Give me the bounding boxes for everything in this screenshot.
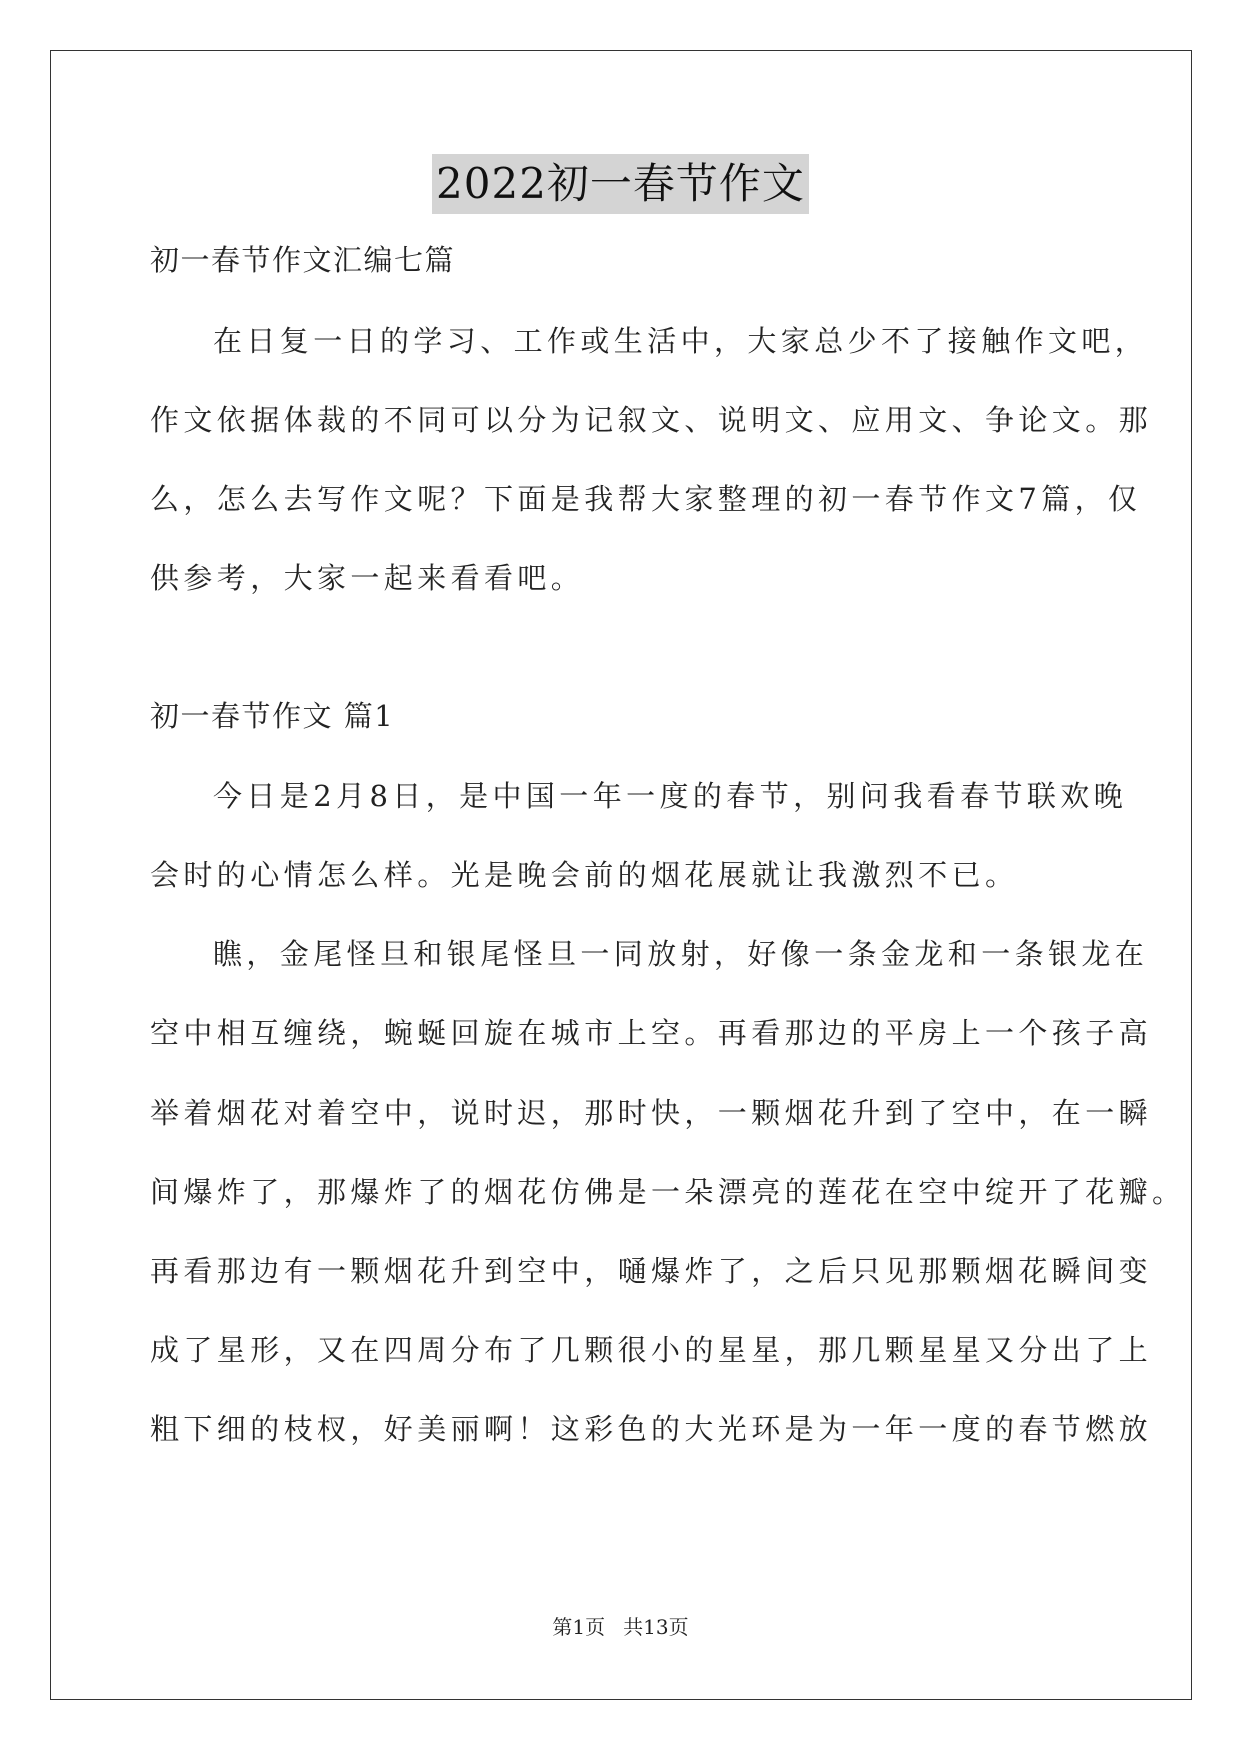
intro-line: 作文依据体裁的不同可以分为记叙文、说明文、应用文、争论文。那 — [150, 403, 1153, 437]
paragraph-line: 间爆炸了，那爆炸了的烟花仿佛是一朵漂亮的莲花在空中绽开了花瓣。 — [150, 1175, 1186, 1209]
intro-line: 么，怎么去写作文呢？下面是我帮大家整理的初一春节作文7篇，仅 — [150, 482, 1142, 516]
paragraph-line: 会时的心情怎么样。光是晚会前的烟花展就让我激烈不已。 — [150, 858, 1019, 892]
page-footer — [0, 1614, 1241, 1640]
paragraph-line: 粗下细的枝杈，好美丽啊！这彩色的大光环是为一年一度的春节燃放 — [150, 1412, 1153, 1446]
title-container — [0, 154, 1241, 214]
document-subtitle: 初一春节作文汇编七篇 — [150, 243, 456, 277]
paragraph-line: 成了星形，又在四周分布了几颗很小的星星，那几颗星星又分出了上 — [150, 1333, 1153, 1367]
page-number: 第1页 — [552, 1615, 606, 1639]
paragraph-line: 瞧，金尾怪旦和银尾怪旦一同放射，好像一条金龙和一条银龙在 — [213, 937, 1149, 971]
paragraph-line: 再看那边有一颗烟花升到空中，嗵爆炸了，之后只见那颗烟花瞬间变 — [150, 1254, 1153, 1288]
paragraph-line: 举着烟花对着空中，说时迟，那时快，一颗烟花升到了空中，在一瞬 — [150, 1096, 1153, 1130]
page-total: 共13页 — [623, 1615, 689, 1639]
paragraph-line: 空中相互缠绕，蜿蜒回旋在城市上空。再看那边的平房上一个孩子高 — [150, 1016, 1153, 1050]
paragraph-line: 今日是2月8日，是中国一年一度的春节，别问我看春节联欢晚 — [213, 779, 1128, 813]
document-title: 2022初一春节作文 — [432, 154, 809, 214]
intro-line: 在日复一日的学习、工作或生活中，大家总少不了接触作文吧， — [213, 324, 1149, 358]
intro-line: 供参考，大家一起来看看吧。 — [150, 561, 585, 595]
section-heading: 初一春节作文 篇1 — [150, 699, 395, 733]
